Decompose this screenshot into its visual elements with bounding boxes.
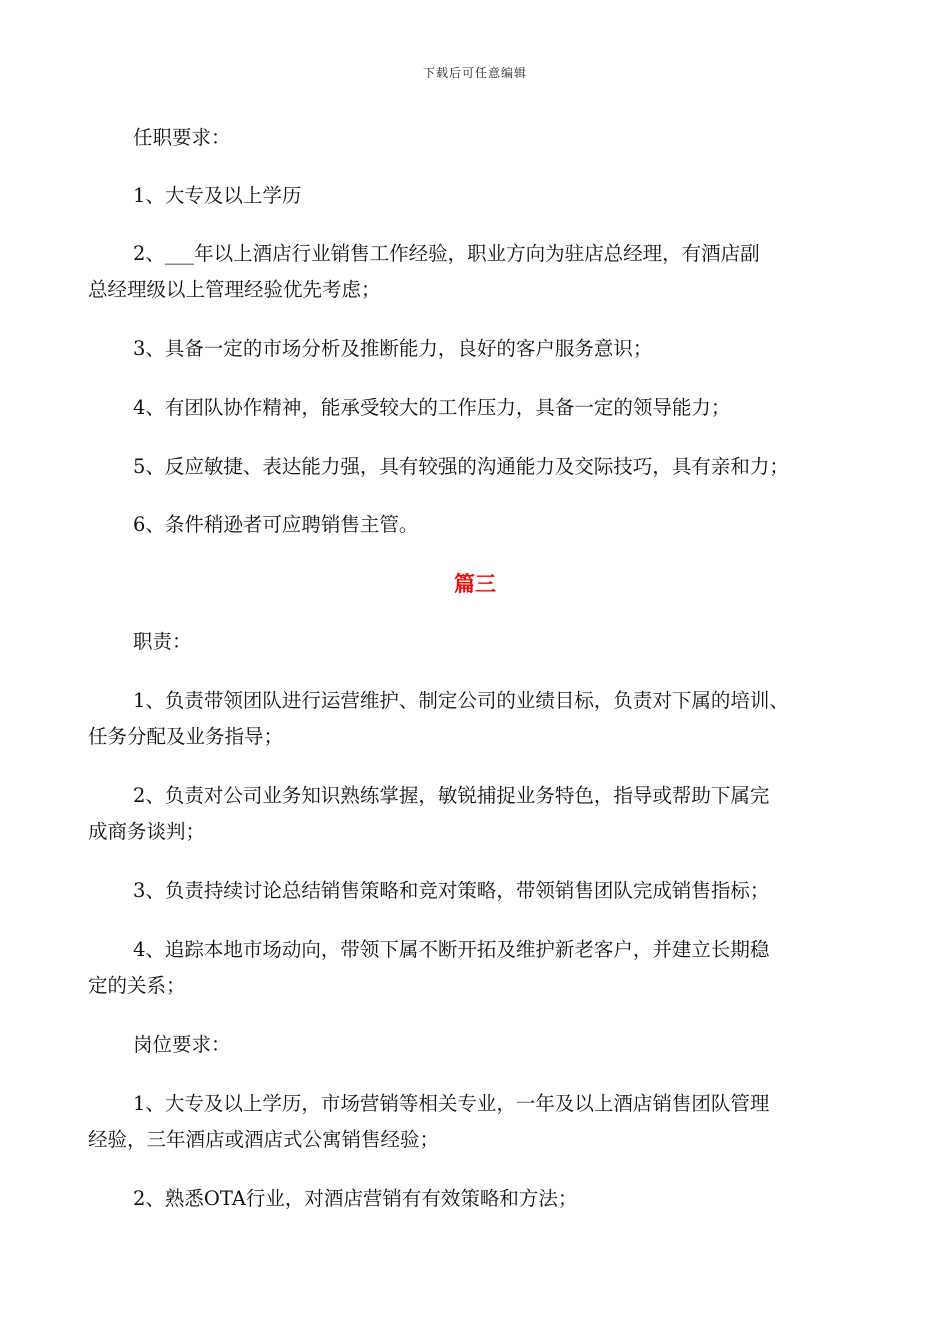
duty-item-4-line-1: 4、追踪本地市场动向，带领下属不断开拓及维护新老客户，并建立长期稳 <box>133 938 770 961</box>
duty-item-2-line-1: 2、负责对公司业务知识熟练掌握，敏锐捕捉业务特色，指导或帮助下属完 <box>133 784 770 807</box>
requirement-item-2-line-1: 2、___年以上酒店行业销售工作经验，职业方向为驻店总经理，有酒店副 <box>133 242 760 265</box>
section-title-post: 岗位要求： <box>133 1033 231 1056</box>
duty-item-4-line-2: 定的关系； <box>88 974 186 997</box>
section-title-duties: 职责： <box>133 630 192 653</box>
requirement-item-6: 6、条件稍逊者可应聘销售主管。 <box>133 513 419 536</box>
page-header: 下载后可任意编辑 <box>422 66 527 80</box>
duty-item-1-line-2: 任务分配及业务指导； <box>88 725 284 748</box>
requirement-item-1: 1、大专及以上学历 <box>133 184 302 207</box>
requirement-item-5: 5、反应敏捷、表达能力强，具有较强的沟通能力及交际技巧，具有亲和力； <box>133 455 789 478</box>
section-title-requirements: 任职要求： <box>133 126 231 149</box>
requirement-item-3: 3、具备一定的市场分析及推断能力，良好的客户服务意识； <box>133 337 653 360</box>
part-heading: 篇三 <box>454 572 496 596</box>
duty-item-2-line-2: 成商务谈判； <box>88 820 206 843</box>
post-item-1-line-2: 经验，三年酒店或酒店式公寓销售经验； <box>88 1128 440 1151</box>
requirement-item-4: 4、有团队协作精神，能承受较大的工作压力，具备一定的领导能力； <box>133 396 731 419</box>
requirement-item-2-line-2: 总经理级以上管理经验优先考虑； <box>88 278 381 301</box>
duty-item-3: 3、负责持续讨论总结销售策略和竞对策略，带领销售团队完成销售指标； <box>133 879 770 902</box>
post-item-1-line-1: 1、大专及以上学历，市场营销等相关专业，一年及以上酒店销售团队管理 <box>133 1092 770 1115</box>
post-item-2: 2、熟悉OTA行业，对酒店营销有有效策略和方法； <box>133 1187 578 1210</box>
duty-item-1-line-1: 1、负责带领团队进行运营维护、制定公司的业绩目标，负责对下属的培训、 <box>133 689 789 712</box>
